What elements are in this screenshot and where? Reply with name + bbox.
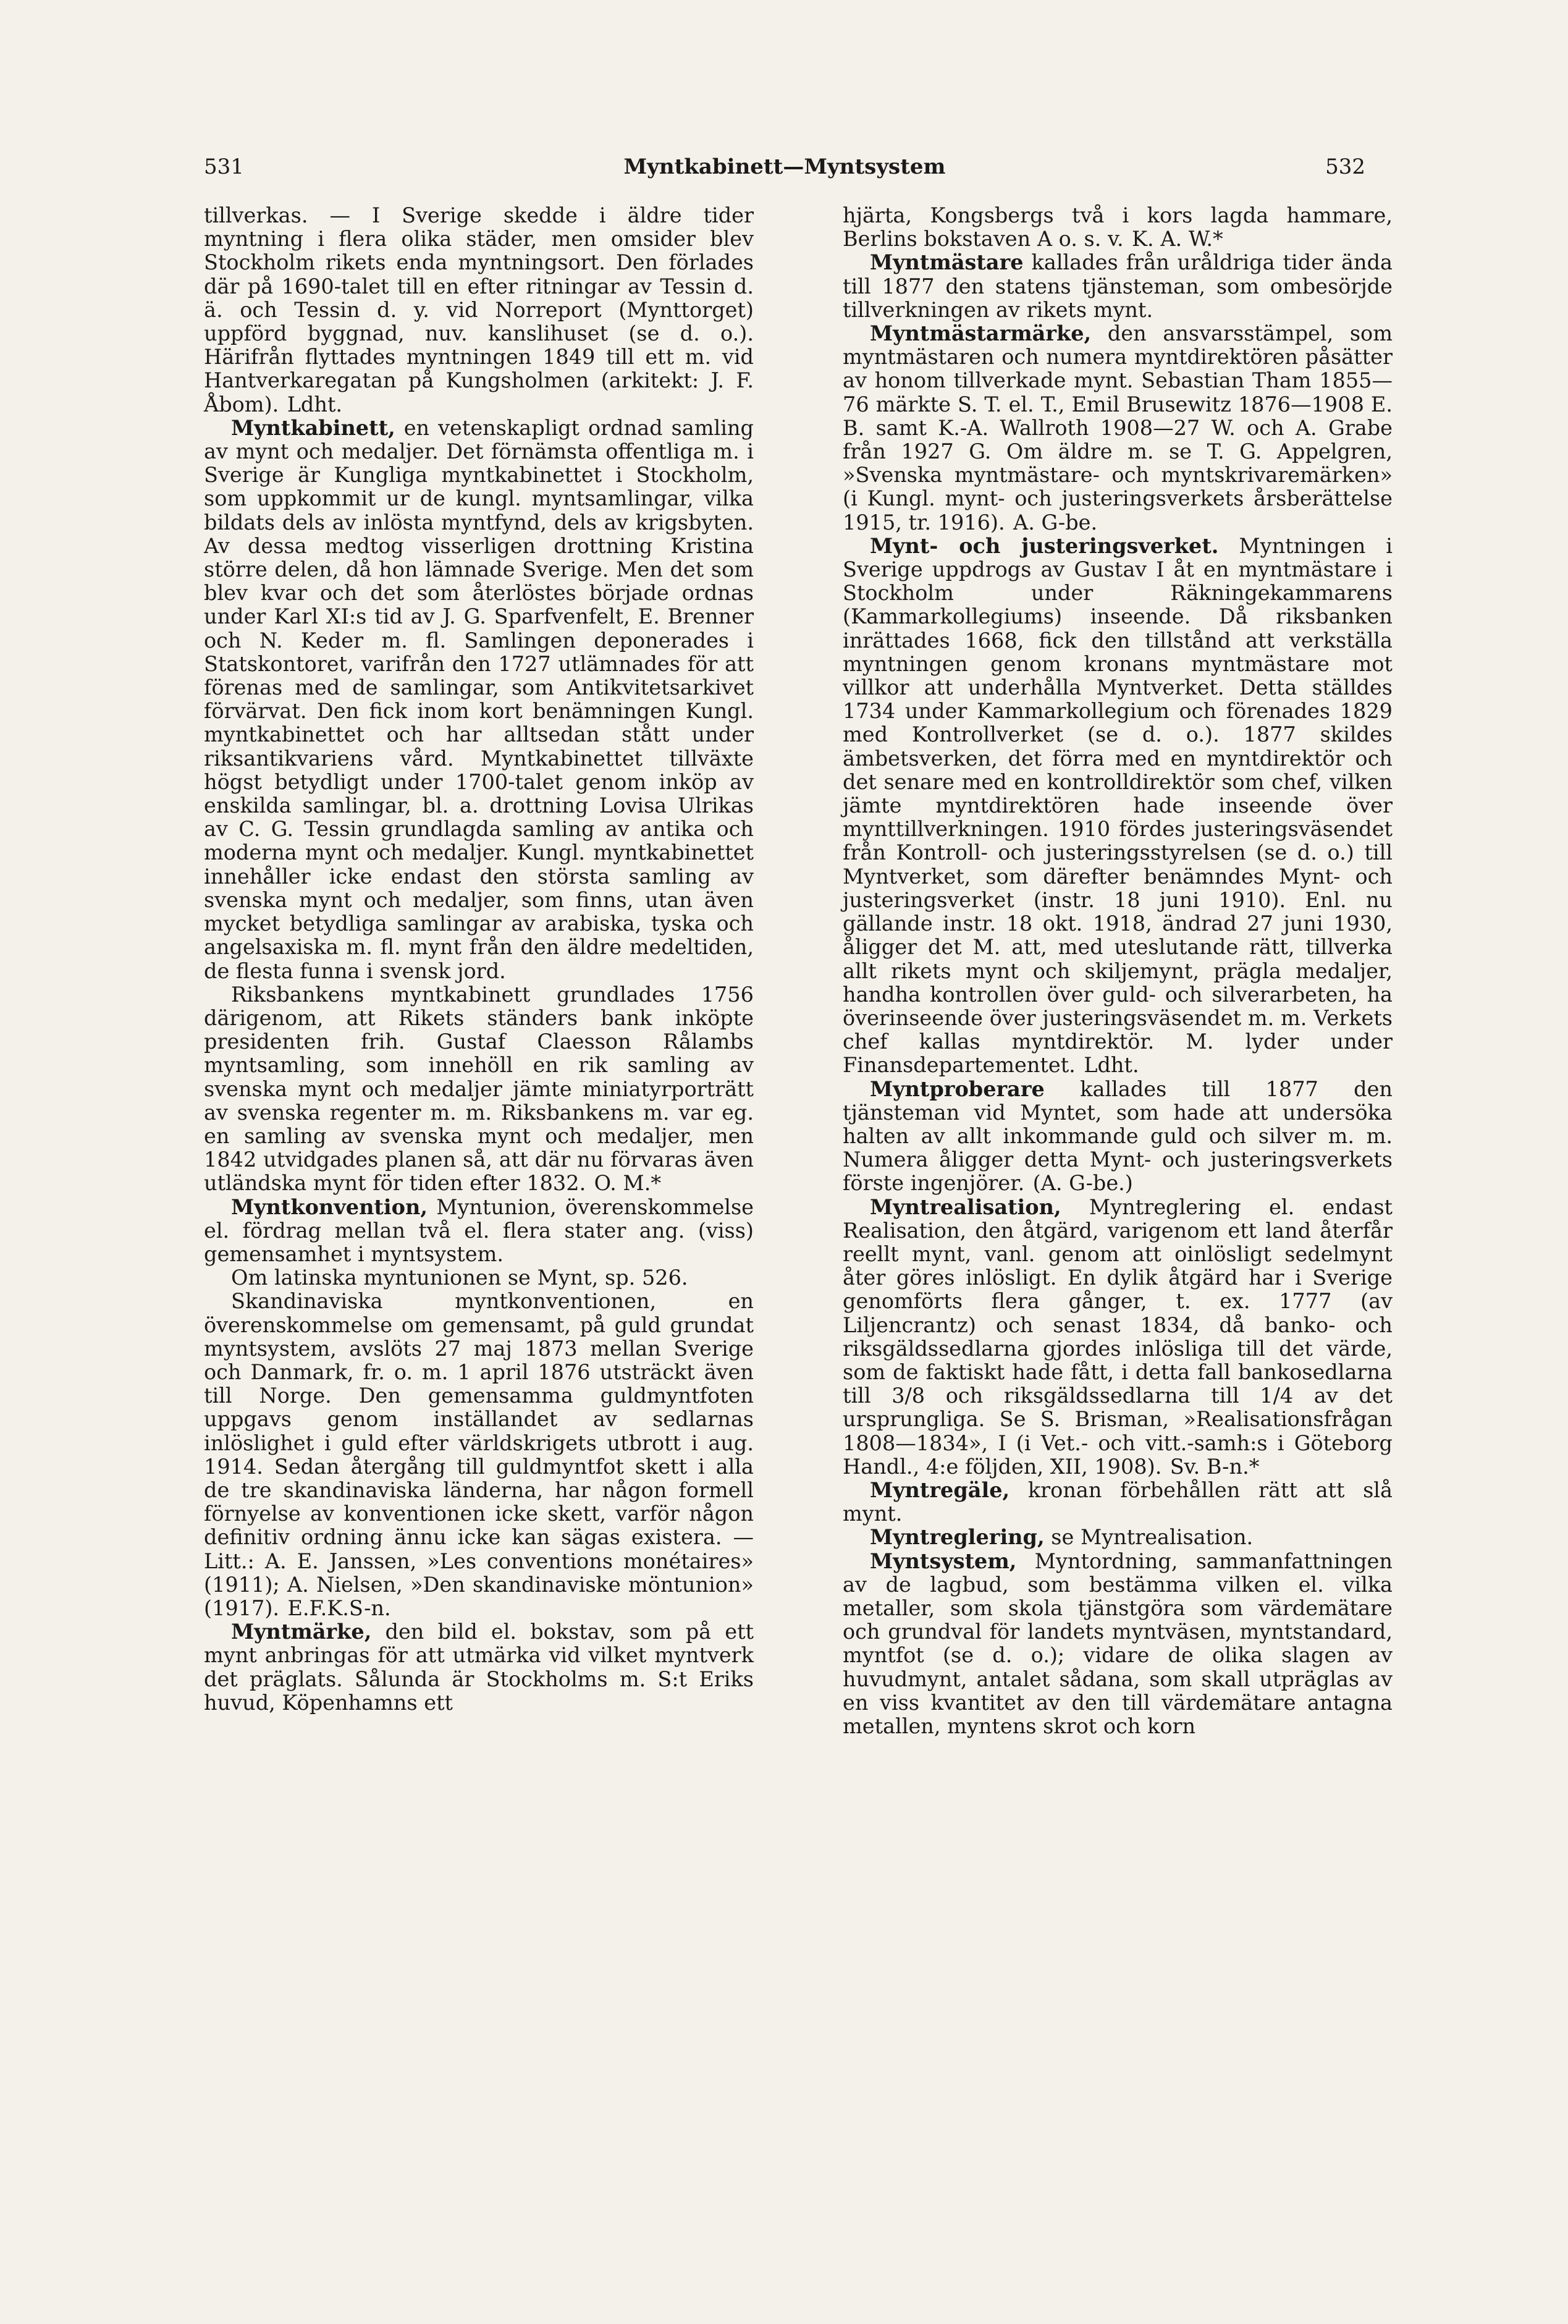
author-signature: E.F.K.S-n. <box>287 1595 391 1620</box>
article-text: Riksbankens myntkabinett grundlades 1756 därigenom, att Rikets ständers bank inköpte presidenten frih. Gustaf Claesson Rålambs myntsamling, som innehöll en rik samling av svenska mynt och medaljer jämte miniatyrporträtt av svenska regenter m. m. Riksbankens m. var eg. en samling av svenska mynt och medaljer, men 1842 utvidgades planen så, att där nu förvaras även utländska mynt för tiden efter 1832. <box>204 982 754 1196</box>
article-text: Myntreglering el. endast Realisation, den åtgärd, varigenom ett land återfår reellt mynt, vanl. genom att oinlösligt sedelmynt åter göres inlösligt. En dylik åtgärd har i Sverige genomförts flera gånger, t. ex. 1777 (av Liljencrantz) och senast 1834, då banko- och riksgäldssedlarna gjordes inlösliga till det värde, som de faktiskt hade fått, i detta fall bankosedlarna till 3/8 och riksgäldssedlarna till 1/4 av det ursprungliga. Se S. Brisman, »Realisationsfrågan 1808—1834», I (i Vet.- och vitt.-samh:s i Göteborg Handl., 4:e följden, XII, 1908). <box>843 1194 1393 1479</box>
article-text: Myntordning, sammanfattningen av de lagbud, som bestämma vilken el. vilka metaller, som skola tjänstgöra som värdemätare och grundval för landets myntväsen, myntstandard, myntfot (se d. o.); vidare de olika slagen av huvudmynt, antalet sådana, som skall utpräglas av en viss kvantitet av den till värdemätare antagna metallen, myntens skrot och korn <box>843 1549 1393 1738</box>
article-headword: Myntmästare <box>870 250 1024 275</box>
article-text: hjärta, Kongsbergs två i kors lagda hammare, Berlins bokstaven A o. s. v. <box>843 203 1393 251</box>
article-text: kallades till 1877 den tjänsteman vid Myntet, som hade att undersöka halten av allt inkommande guld och silver m. m. Numera åligger detta Mynt- och justeringsverkets förste ingenjörer. <box>843 1076 1393 1196</box>
article-headword: Myntkabinett, <box>231 415 395 440</box>
article-text: en vetenskapligt ordnad samling av mynt och medaljer. Det förnämsta offentliga m. i Sverige är Kungliga myntkabinettet i Stockholm, som uppkommit ur de kungl. myntsamlingar, vilka bildats dels av inlösta myntfynd, dels av krigsbyten. Av dessa medtog visserligen drottning Kristina större delen, då hon lämnade Sverige. Men det som blev kvar och det som återlöstes började ordnas under Karl XI:s tid av J. G. Sparfvenfelt, E. Brenner och N. Keder m. fl. Samlingen deponerades i Statskontoret, varifrån den 1727 utlämnades för att förenas med de samlingar, som Antikvitetsarkivet förvärvat. Den fick inom kort benämningen Kungl. myntkabinettet och har alltsedan stått under riksantikvariens vård. Myntkabinettet tillväxte högst betydligt under 1700-talet genom inköp av enskilda samlingar, bl. a. drottning Lovisa Ulrikas av C. G. Tessin grundlagda samling av antika och moderna mynt och medaljer. Kungl. myntkabinettet innehåller icke endast den största samling av svenska mynt och medaljer, som finns, utan även mycket betydliga samlingar av arabiska, tyska och angelsaxiska m. fl. mynt från den äldre medeltiden, de flesta funna i svensk jord. <box>204 415 754 983</box>
page-number-left: 531 <box>204 154 244 179</box>
article-headword: Myntmästarmärke, <box>870 321 1092 346</box>
author-signature: A. G-be. <box>1013 510 1098 535</box>
article-paragraph <box>204 416 754 983</box>
author-signature: K. A. W.* <box>1132 227 1223 251</box>
article-paragraph <box>843 1550 1393 1739</box>
article-text: Myntningen i Sverige uppdrogs av Gustav I åt en myntmästare i Stockholm under Räkningekammarens (Kammarkollegiums) inseende. Då riksbanken inrättades 1668, fick den tillstånd att verkställa myntningen genom kronans myntmästare mot villkor att underhålla Myntverket. Detta ställdes 1734 under Kammarkollegium och förenades 1829 med Kontrollverket (se d. o.). 1877 skildes ämbetsverken, det förra med en myntdirektör och det senare med en kontrolldirektör som chef, vilken jämte myntdirektören hade inseende över mynttillverkningen. 1910 fördes justeringsväsendet från Kontroll- och justeringsstyrelsen (se d. o.) till Myntverket, som därefter benämndes Mynt- och justeringsverket (instr. 18 juni 1910). Enl. nu gällande instr. 18 okt. 1918, ändrad 27 juni 1930, åligger det M. att, med uteslutande rätt, tillverka allt rikets mynt och skiljemynt, prägla medaljer, handha kontrollen över guld- och silverarbeten, ha överinseende över justeringsväsendet m. m. Verkets chef kallas myntdirektör. M. lyder under Finansdepartementet. <box>843 533 1393 1078</box>
article-headword: Myntkonvention, <box>231 1194 428 1219</box>
left-column <box>204 204 754 1715</box>
article-paragraph <box>843 322 1393 535</box>
article-headword: Myntrealisation, <box>870 1194 1061 1219</box>
article-paragraph <box>204 983 754 1196</box>
author-signature: (A. G-be.) <box>1032 1171 1133 1196</box>
right-column <box>843 204 1393 1738</box>
article-headword: Myntregäle, <box>870 1477 1010 1502</box>
article-text: den bild el. bokstav, som på ett mynt anbringas för att utmärka vid vilket myntverk det präglats. Sålunda är Stockholms m. S:t Eriks huvud, Köpenhamns ett <box>204 1620 754 1715</box>
article-text: Om latinska myntunionen se Mynt, sp. 526. <box>231 1266 688 1290</box>
article-headword: Mynt- och justeringsverket. <box>870 533 1219 558</box>
article-headword: Myntreglering, <box>870 1525 1045 1550</box>
article-text: Myntunion, överenskommelse el. fördrag mellan två el. flera stater ang. (viss) gemensamhet i myntsystem. <box>204 1194 754 1266</box>
article-text: tillverkas. — I Sverige skedde i äldre tider myntning i flera olika städer, men omsider blev Stockholm rikets enda myntningsort. Den förlades där på 1690-talet till en efter ritningar av Tessin d. ä. och Tessin d. y. vid Norreport (Mynttorget) uppförd byggnad, nuv. kanslihuset (se d. o.). Härifrån flyttades myntningen 1849 till ett m. vid Hantverkaregatan på Kungsholmen (arkitekt: J. F. Åbom). <box>204 203 754 416</box>
author-signature: Ldht. <box>1084 1053 1139 1078</box>
article-paragraph <box>204 1266 754 1290</box>
author-signature: O. M.* <box>594 1171 662 1196</box>
article-headword: Myntmärke, <box>231 1620 372 1644</box>
article-text: kallades från uråldriga tider ända till 1877 den statens tjänsteman, som ombesörjde tillverkningen av rikets mynt. <box>843 250 1393 322</box>
article-text: kronan förbehållen rätt att slå mynt. <box>843 1477 1393 1526</box>
article-text: se Myntrealisation. <box>1044 1525 1254 1550</box>
article-paragraph <box>204 1196 754 1267</box>
article-text: den ansvarsstämpel, som myntmästaren och numera myntdirektören påsätter av honom tillverkade mynt. Sebastian Tham 1855—76 märkte S. T. el. T., Emil Brusewitz 1876—1908 E. B. samt K.-A. Wallroth 1908—27 W. och A. Grabe från 1927 G. Om äldre m. se T. G. Appelgren, »Svenska myntmästare- och myntskrivaremärken» (i Kungl. mynt- och justeringsverkets årsberättelse 1915, tr. 1916). <box>843 321 1393 535</box>
running-title: Myntkabinett—Myntsystem <box>623 154 946 179</box>
article-paragraph <box>204 1290 754 1620</box>
article-paragraph <box>843 251 1393 322</box>
article-paragraph <box>843 1479 1393 1526</box>
article-paragraph <box>204 1620 754 1715</box>
article-paragraph <box>843 1078 1393 1196</box>
article-paragraph <box>843 204 1393 251</box>
article-paragraph <box>843 1526 1393 1549</box>
author-signature: Ldht. <box>287 392 343 416</box>
page-number-right: 532 <box>1325 154 1365 179</box>
article-headword: Myntproberare <box>870 1076 1045 1101</box>
article-paragraph <box>204 204 754 416</box>
article-text: Skandinaviska myntkonventionen, en överenskommelse om gemensamt, på guld grundat myntsystem, avslöts 27 maj 1873 mellan Sverige och Danmark, fr. o. m. 1 april 1876 utsträckt även till Norge. Den gemensamma guldmyntfoten uppgavs genom inställandet av sedlarnas inlöslighet i guld efter världskrigets utbrott i aug. 1914. Sedan återgång till guldmyntfot skett i alla de tre skandinaviska länderna, har någon formell förnyelse av konventionen icke skett, varför någon definitiv ordning ännu icke kan sägas existera. — Litt.: A. E. Janssen, »Les conventions monétaires» (1911); A. Nielsen, »Den skandinaviske möntunion» (1917). <box>204 1289 754 1620</box>
article-paragraph <box>843 1196 1393 1479</box>
article-headword: Myntsystem, <box>870 1549 1017 1573</box>
page-header <box>204 154 1365 192</box>
author-signature: Sv. B-n.* <box>1170 1454 1260 1479</box>
article-paragraph <box>843 535 1393 1078</box>
